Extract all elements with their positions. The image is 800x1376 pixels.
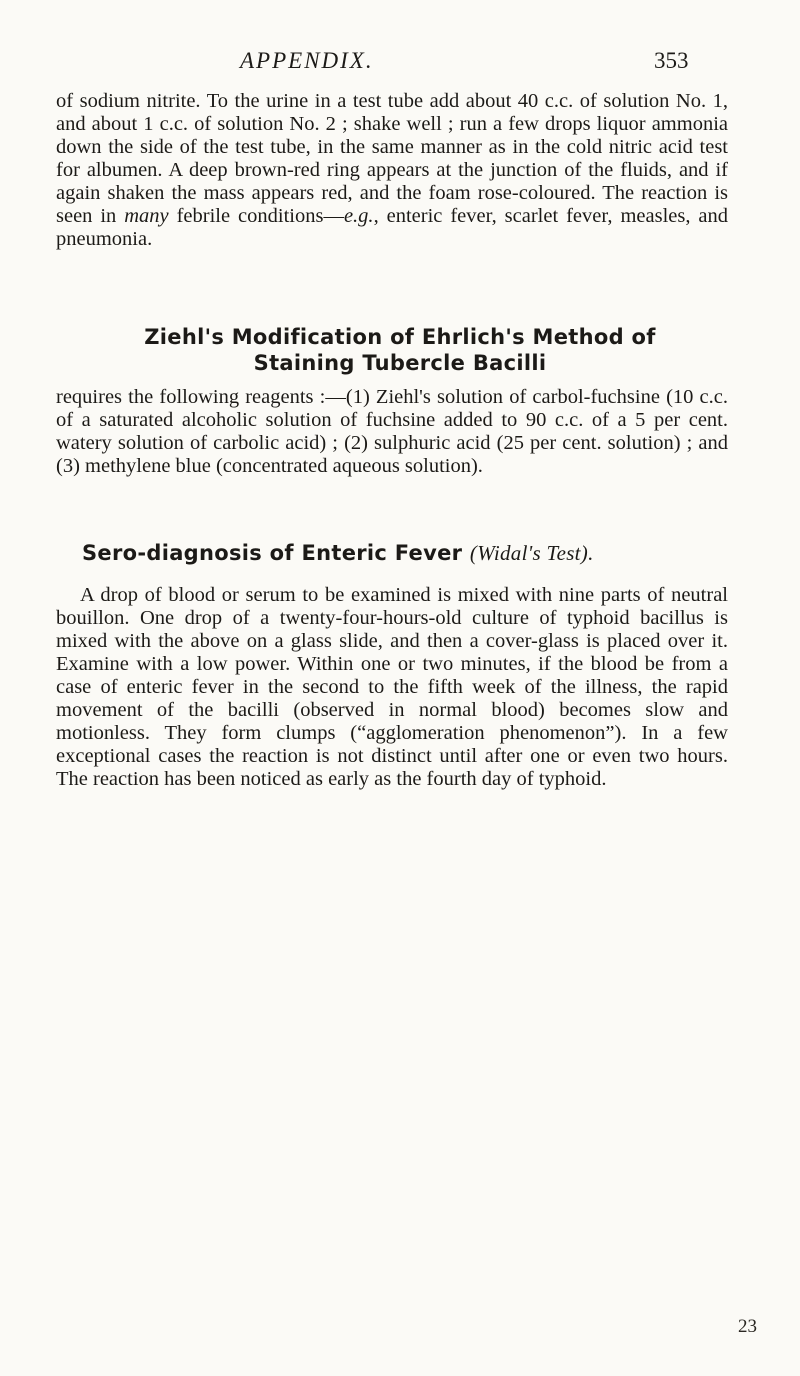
continued-paragraph-block: [56, 90, 728, 251]
emphasis-eg: e.g.: [343, 205, 374, 227]
page-number: 353: [654, 48, 689, 73]
widal-body-block: [56, 584, 728, 791]
paragraph-text-tail: , enteric fever, scarlet fever, measles, and pneumonia.: [56, 205, 729, 250]
widal-heading-sub: (Widal's Test).: [469, 541, 594, 565]
section-heading-ziehl: Ziehl's Modification of Ehrlich's Method of Staining Tubercle Bacilli: [144, 325, 656, 375]
emphasis-many: many: [124, 205, 169, 227]
running-head-title: APPENDIX.: [240, 48, 374, 73]
ziehl-paragraph: requires the following reagents :—(1) Ziehl's solution of carbol-fuchsine (10 c.c. of a saturated alcoholic solution of fuchsine added to 90 c.c. of a 5 per cent. watery solution of carbolic acid) ; (2) sulphuric acid (25 per cent. solution) ; and (3) methylene blue (concentrated aqueous solution).: [56, 386, 728, 477]
signature-mark: 23: [738, 1316, 757, 1337]
widal-paragraph: A drop of blood or serum to be examined is mixed with nine parts of neutral bouillon. One drop of a twenty-four-hours-old culture of typhoid bacillus is mixed with the above on a glass slide, and then a cover-glass is placed over it. Examine with a low power. Within one or two minutes, if the blood be from a case of enteric fever in the second to the fifth week of the illness, the rapid movement of the bacilli (observed in normal blood) becomes slow and motionless. They form clumps (“agglomeration phenomenon”). In a few exceptional cases the reaction is not distinct until after one or even two hours. The reaction has been noticed as early as the fourth day of typhoid.: [56, 584, 728, 790]
running-head: [0, 48, 800, 78]
widal-heading-text: Sero-diagnosis of Enteric Fever: [82, 541, 463, 565]
ziehl-heading-block: [110, 324, 690, 376]
paragraph-text-lead: of sodium nitrite. To the urine in a test tube add about 40 c.c. of solution No. 1, and about 1 c.c. of solution No. 2 ; shake well ; run a few drops liquor ammonia down the side of the test tube, in the same manner as in the cold nitric acid test for albumen. A deep brown-red ring appears at the junction of the fluids, and if again shaken the mass appears red, and the foam rose-coloured. The reaction is seen in: [56, 90, 728, 227]
ziehl-body-block: [56, 386, 728, 478]
paragraph-text-mid: febrile conditions—: [168, 205, 344, 227]
widal-heading-block: [56, 540, 728, 566]
continued-paragraph: [56, 90, 728, 251]
section-heading-widal: [56, 540, 728, 566]
